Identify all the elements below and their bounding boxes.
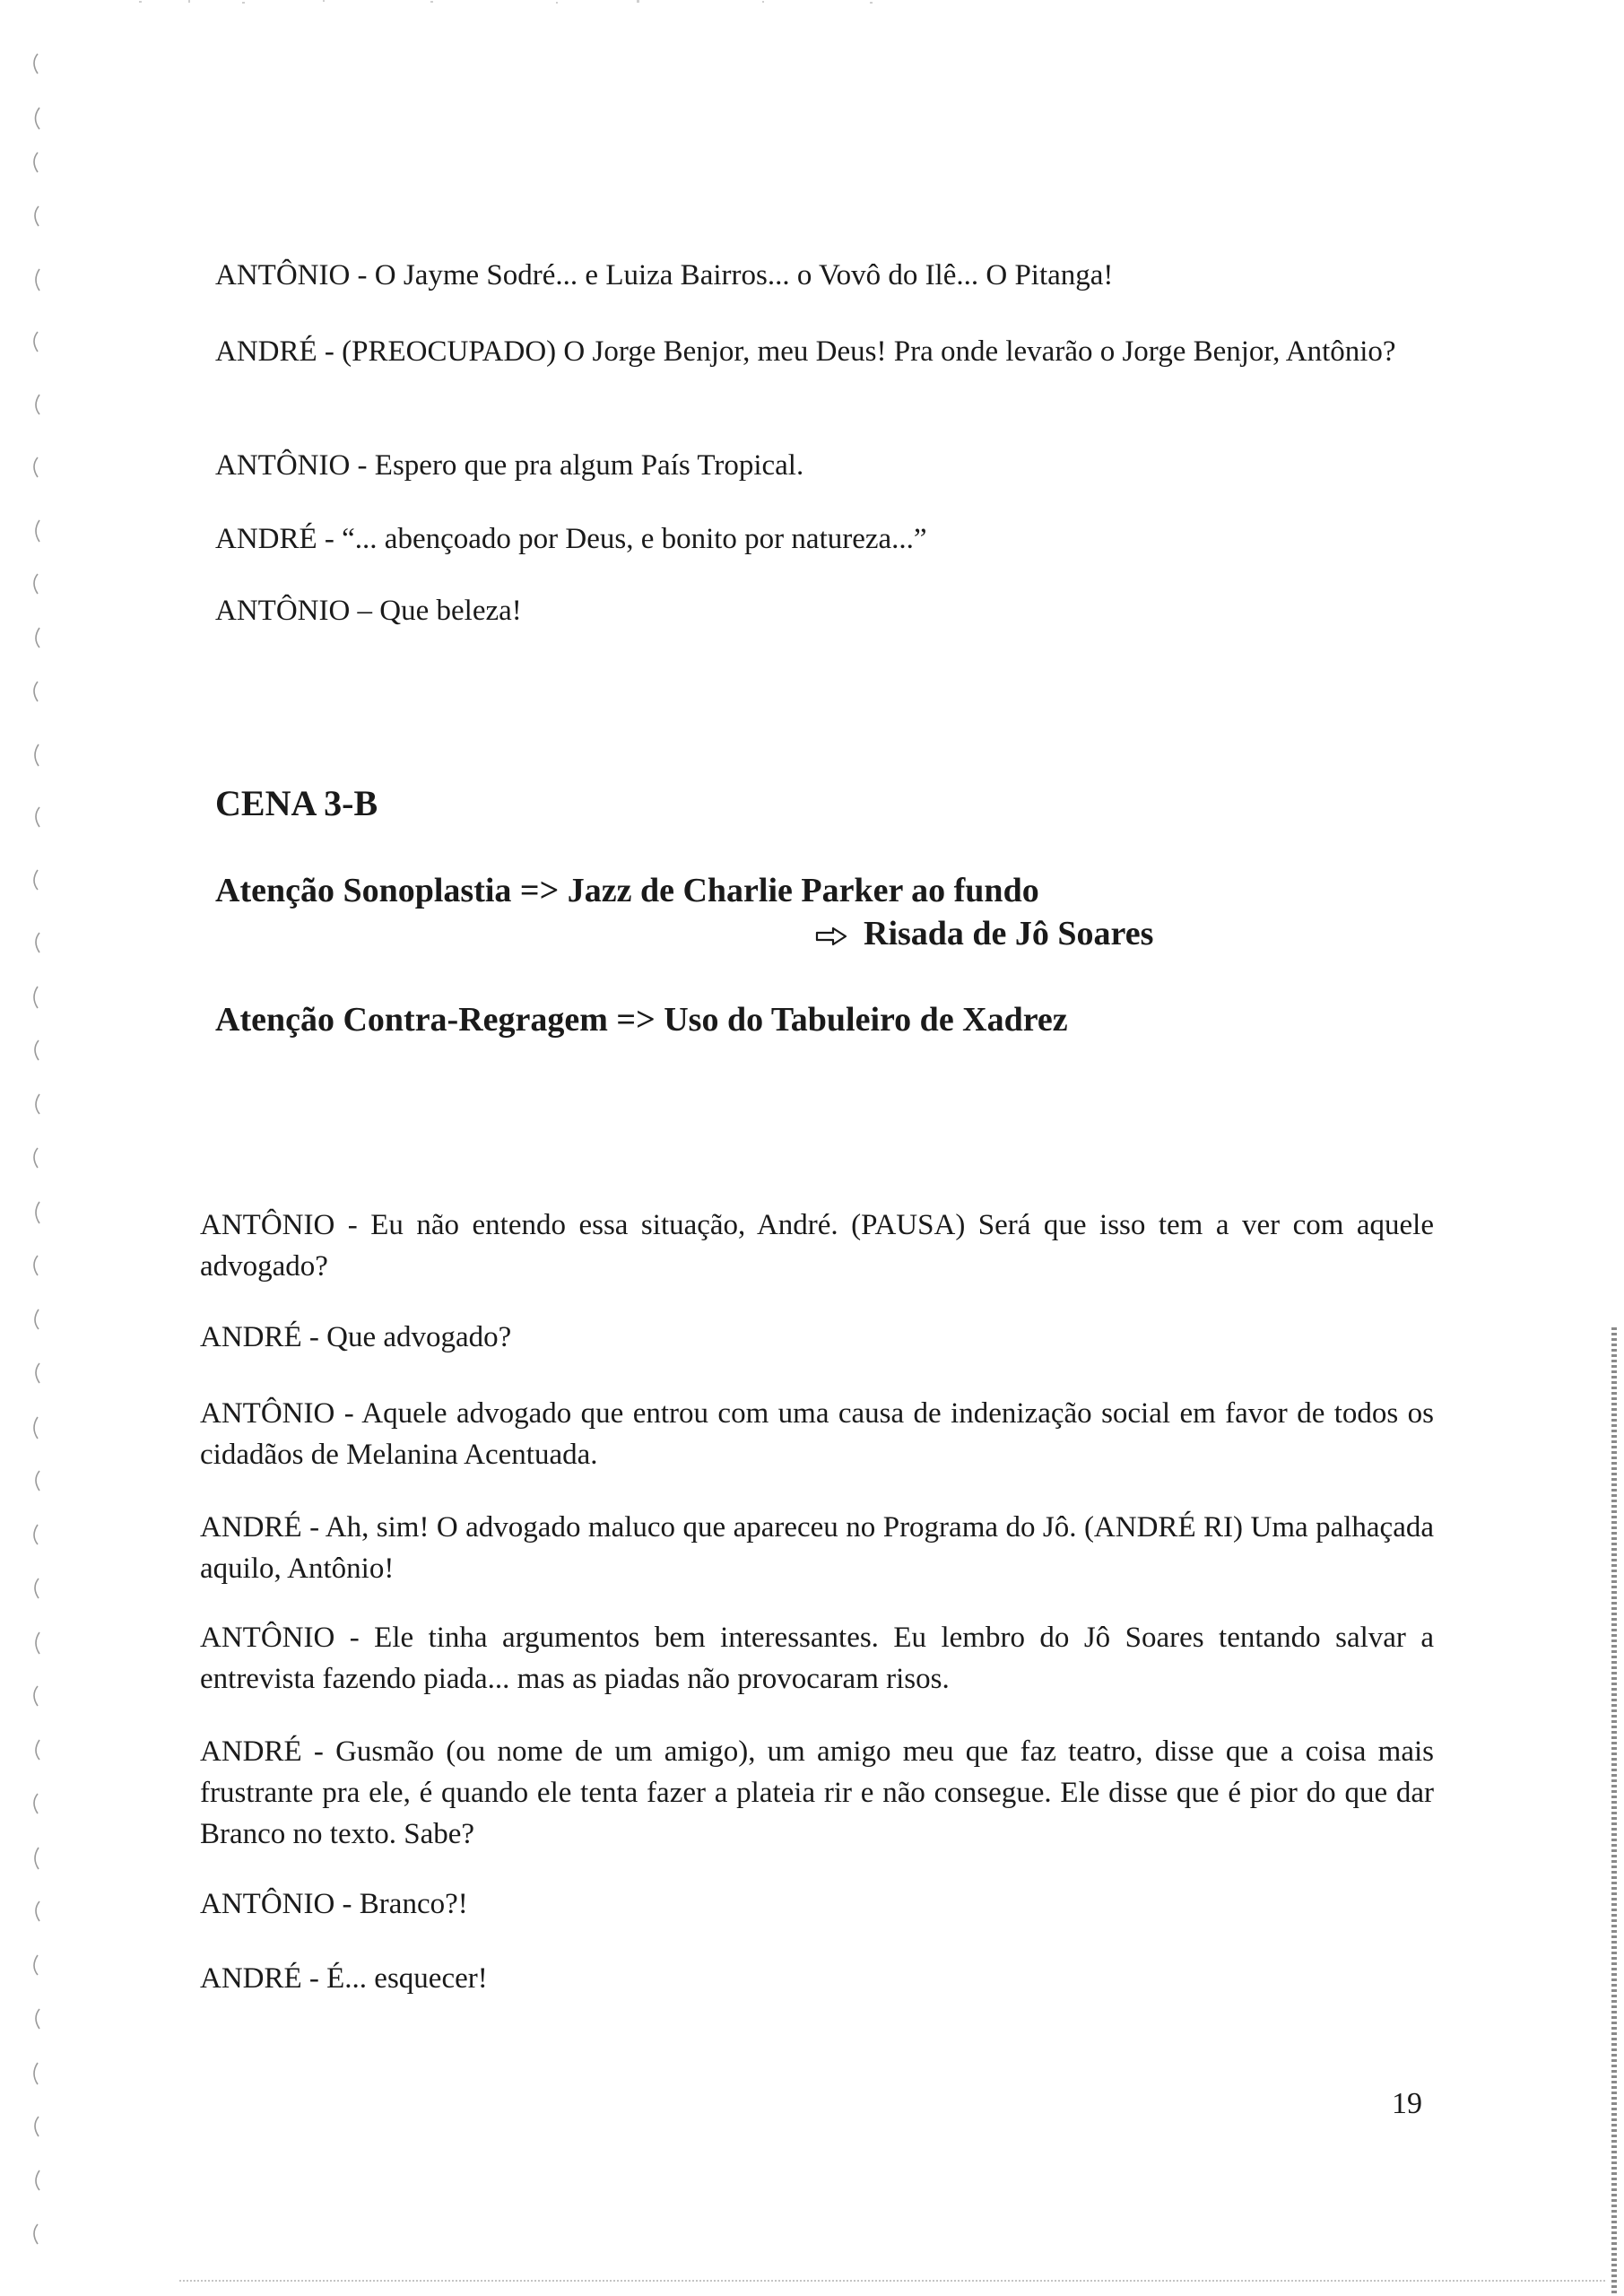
outlined-right-arrow-icon (815, 926, 847, 946)
dialogue-line: ANTÔNIO - Branco?! (200, 1888, 468, 1920)
dialogue-line: ANTÔNIO - Ele tinha argumentos bem interessantes. Eu lembro do Jô Soares tentando salvar a entrevista fazendo piada... mas as piadas não provocaram risos. (200, 1622, 1434, 1695)
scan-bottom-edge (179, 2280, 1605, 2282)
scan-edge-shadow (1611, 1327, 1617, 2296)
dialogue-line: ANTÔNIO - O Jayme Sodré... e Luiza Bairros... o Vovô do Ilê... O Pitanga! (215, 259, 1114, 291)
dialogue-line: ANDRÉ - (PREOCUPADO) O Jorge Benjor, meu Deus! Pra onde levarão o Jorge Benjor, Antônio? (215, 335, 1396, 368)
dialogue-line: ANTÔNIO – Que beleza! (215, 595, 522, 627)
page-number: 19 (1392, 2087, 1422, 2120)
scan-speck-marks (135, 0, 942, 5)
dialogue-line: ANDRÉ - Gusmão (ou nome de um amigo), um amigo meu que faz teatro, disse que a coisa mais frustrante pra ele, é quando ele tenta fazer a plateia rir e não consegue. Ele disse que é pior do que dar Branco no texto. Sabe? (200, 1735, 1434, 1850)
dialogue-line: ANDRÉ - Que advogado? (200, 1321, 512, 1353)
binding-hole-marks (20, 36, 65, 2278)
dialogue-line: ANDRÉ - Ah, sim! O advogado maluco que apareceu no Programa do Jô. (ANDRÉ RI) Uma palhaçada aquilo, Antônio! (200, 1511, 1434, 1585)
scene-title: CENA 3-B (215, 783, 378, 823)
contra-regragem-note: Atenção Contra-Regragem => Uso do Tabuleiro de Xadrez (215, 1001, 1068, 1039)
dialogue-line: ANTÔNIO - Aquele advogado que entrou com uma causa de indenização social em favor de todos os cidadãos de Melanina Acentuada. (200, 1397, 1434, 1471)
sonoplastia-note: Atenção Sonoplastia => Jazz de Charlie Parker ao fundo (215, 872, 1039, 909)
dialogue-line: ANDRÉ - É... esquecer! (200, 1962, 488, 1995)
sonoplastia-extra-note (815, 912, 1153, 955)
dialogue-line: ANTÔNIO - Eu não entendo essa situação, André. (PAUSA) Será que isso tem a ver com aquele advogado? (200, 1209, 1434, 1283)
dialogue-line: ANTÔNIO - Espero que pra algum País Tropical. (215, 449, 804, 482)
dialogue-line: ANDRÉ - “... abençoado por Deus, e bonito por natureza...” (215, 523, 927, 555)
sonoplastia-extra-label: Risada de Jô Soares (864, 915, 1154, 952)
